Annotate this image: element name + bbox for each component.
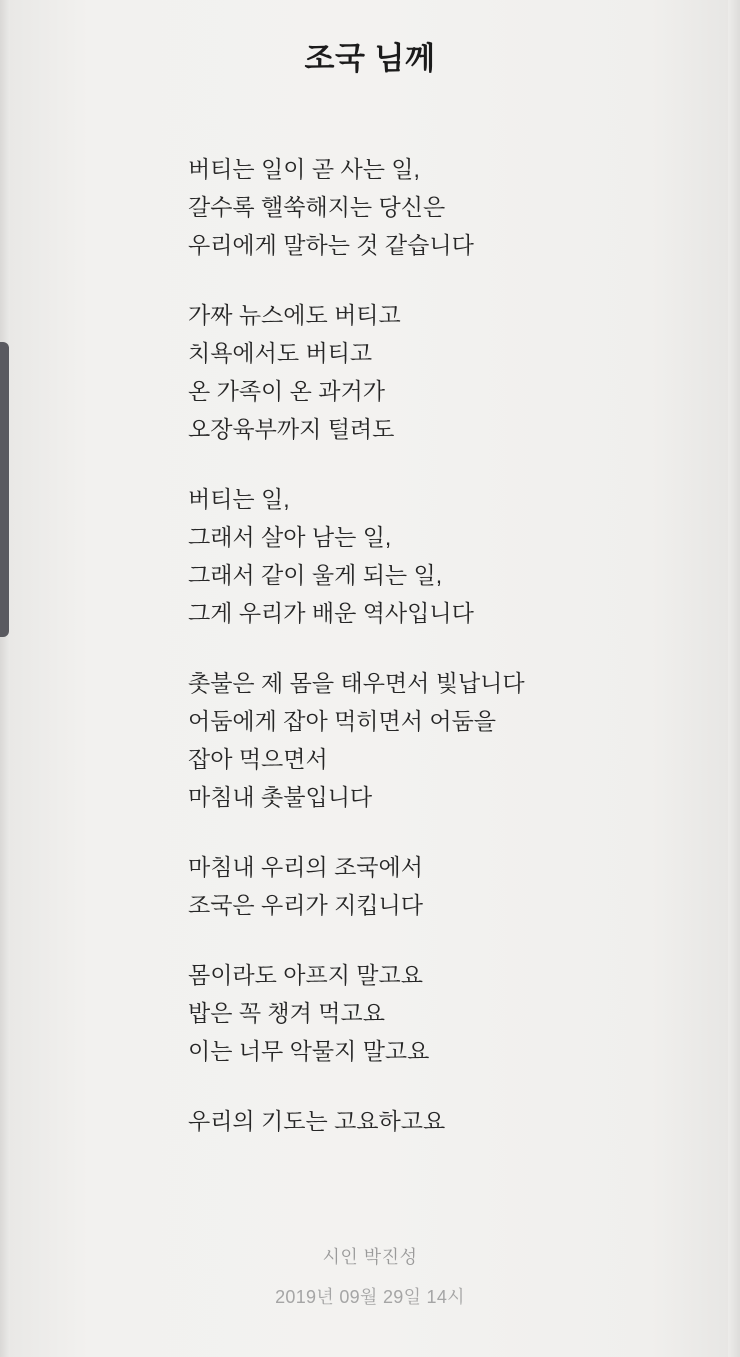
page-right-edge — [728, 0, 740, 1357]
poem-stanza — [188, 150, 658, 264]
poem-line: 밥은 꼭 챙겨 먹고요 — [188, 1000, 385, 1026]
poem-line: 오장육부까지 털려도 — [188, 416, 395, 442]
poem-line: 그게 우리가 배운 역사입니다 — [188, 600, 474, 626]
poem-line: 이는 너무 악물지 말고요 — [188, 1038, 430, 1064]
author-name: 시인 박진성 — [322, 1247, 418, 1267]
poem-stanza — [188, 956, 658, 1070]
poem-line: 그래서 살아 남는 일, — [188, 524, 392, 550]
poem-line: 온 가족이 온 과거가 — [188, 378, 385, 404]
poem-footer — [0, 1243, 740, 1309]
poem-line: 치욕에서도 버티고 — [188, 340, 373, 366]
poem-line: 조국은 우리가 지킵니다 — [188, 892, 423, 918]
poem-line: 우리에게 말하는 것 같습니다 — [188, 232, 474, 258]
poem-stanza — [188, 1102, 658, 1140]
poem-line: 버티는 일이 곧 사는 일, — [188, 156, 420, 182]
poem-line: 버티는 일, — [188, 486, 290, 512]
poem-line: 그래서 같이 울게 되는 일, — [188, 562, 443, 588]
poem-line: 촛불은 제 몸을 태우면서 빛납니다 — [188, 670, 525, 696]
poem-line: 잡아 먹으면서 — [188, 746, 328, 772]
poem-stanza — [188, 296, 658, 448]
side-tab-handle[interactable] — [0, 342, 9, 637]
page-left-edge — [0, 0, 10, 1357]
poem-line: 마침내 촛불입니다 — [188, 784, 373, 810]
page-title: 조국 님께 — [304, 41, 436, 76]
poem-line: 우리의 기도는 고요하고요 — [188, 1108, 446, 1134]
poem-stanza — [188, 480, 658, 632]
poem-line: 갈수록 핼쑥해지는 당신은 — [188, 194, 446, 220]
timestamp: 2019년 09월 29일 14시 — [275, 1287, 465, 1307]
poem-stanza — [188, 664, 658, 816]
poem-line: 몸이라도 아프지 말고요 — [188, 962, 423, 988]
poem-line: 마침내 우리의 조국에서 — [188, 854, 423, 880]
poem-stanza — [188, 848, 658, 924]
poem-line: 어둠에게 잡아 먹히면서 어둠을 — [188, 708, 497, 734]
poem-line: 가짜 뉴스에도 버티고 — [188, 302, 401, 328]
poem-body — [188, 150, 658, 1172]
